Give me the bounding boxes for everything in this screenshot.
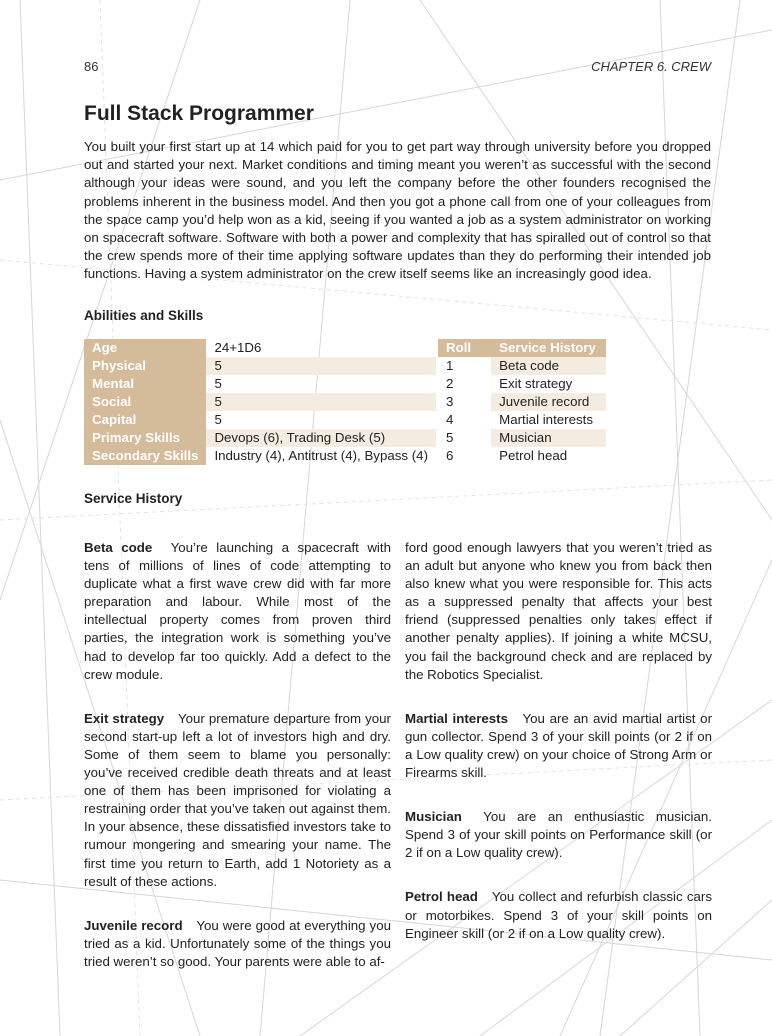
history-cell: Musician [491, 429, 606, 447]
ability-label: Physical [84, 357, 206, 375]
history-entry [405, 888, 712, 942]
entry-text: You collect and refurbish classic cars or motorbikes. Spend 3 of your skill points on Engineer skill (or 2 if on a Low quality crew). [405, 889, 712, 941]
entry-title: Juvenile record [84, 917, 183, 933]
table-header-row [438, 339, 606, 357]
ability-value: 5 [214, 376, 222, 391]
roll-cell: 4 [446, 412, 454, 427]
table-row [84, 411, 436, 429]
column-header-roll: Roll [438, 339, 491, 357]
ability-value: 5 [206, 393, 436, 411]
intro-paragraph: You built your first start up at 14 which paid for you to get part way through university before you dropped out and started your next. Market conditions and timing meant you weren’t as successful with the second although your ideas were sound, and you left the company before the other founders recognised the problems inherent in the business model. And then you got a phone call from one of your colleagues from the space camp you’d help won as a kid, seeing if you wanted a job as a system administrator on working on spacecraft software. Software with both a power and complexity that has spiralled out of control so that the crew spends more of their time applying software updates than they do performing their intended job functions. Having a system administrator on the crew itself seems like an increasingly good idea. [84, 139, 711, 282]
table-row [84, 447, 436, 465]
table-row [84, 375, 436, 393]
entry-text: You are an avid martial artist or gun collector. Spend 3 of your skill points (or 2 if on a Low quality crew) on your choice of Strong Arm or Firearms skill. [405, 710, 712, 781]
entry-text: You are an enthusiastic musician. Spend 3 of your skill points on Performance skill (or 2 if on a Low quality crew). [405, 809, 712, 861]
entry-text: You were good at everything you tried as a kid. Unfortunately some of the things you tried weren’t so good. Your parents were able to af- [84, 917, 391, 969]
ability-label: Age [84, 339, 206, 357]
roll-cell: 2 [446, 376, 454, 391]
table-row [438, 447, 606, 465]
page-title: Full Stack Programmer [84, 102, 314, 125]
table-row [438, 357, 606, 375]
ability-value: Industry (4), Antitrust (4), Bypass (4) [214, 448, 428, 463]
history-entry [405, 808, 712, 862]
right-column [405, 539, 712, 943]
history-cell: Petrol head [499, 448, 568, 463]
ability-label: Social [84, 393, 206, 411]
entry-title: Exit strategy [84, 710, 165, 726]
history-entry [84, 917, 391, 971]
roll-cell: 3 [446, 394, 454, 409]
column-header-history: Service History [491, 339, 606, 357]
history-entry [84, 710, 391, 891]
history-cell: Beta code [491, 357, 606, 375]
ability-value: 24+1D6 [214, 340, 262, 355]
abilities-heading: Abilities and Skills [84, 308, 204, 323]
table-row [438, 429, 606, 447]
roll-cell: 6 [446, 448, 454, 463]
history-cell: Exit strategy [499, 376, 573, 391]
history-cell: Juvenile record [491, 393, 606, 411]
ability-value: Devops (6), Trading Desk (5) [206, 429, 436, 447]
ability-label: Mental [84, 375, 206, 393]
history-entry [405, 710, 712, 782]
entry-title: Beta code [84, 540, 153, 555]
table-row [84, 393, 436, 411]
entry-text: You’re launching a spacecraft with tens of millions of lines of code attempting to duplicate what a first wave crew did with far more preparation and labour. While most of the intellectual property comes from proven third parties, the integration work is something you’ve had to develop far too quickly. Add a defect to the crew module. [84, 540, 391, 682]
entry-title: Martial interests [405, 710, 508, 726]
table-row [438, 411, 606, 429]
roll-cell: 1 [446, 358, 454, 373]
history-entry-continuation: ford good enough lawyers that you weren’t tried as an adult but anyone who knew you from back then also knew what you were responsible for. This acts as a suppressed penalty that affects your best friend (suppressed penalties only takes effect if another penalty applies). If joining a white MCSU, you fail the background check and are replaced by the Robotics Specialist. [405, 540, 712, 682]
entry-title: Musician [405, 809, 462, 825]
abilities-table [84, 339, 436, 465]
table-row [84, 339, 436, 357]
table-row [84, 357, 436, 375]
table-row [438, 393, 606, 411]
table-row [84, 429, 436, 447]
service-history-table [438, 339, 606, 465]
entry-title: Petrol head [405, 889, 478, 905]
ability-label: Capital [84, 411, 206, 429]
ability-value: 5 [214, 412, 222, 427]
page-number: 86 [84, 59, 99, 74]
ability-label: Primary Skills [84, 429, 206, 447]
service-history-heading: Service History [84, 491, 183, 506]
history-entry [84, 539, 391, 684]
roll-cell: 5 [446, 430, 454, 445]
history-cell: Martial interests [499, 412, 593, 427]
left-column [84, 539, 391, 971]
entry-text: Your premature departure from your second start-up left a lot of investors high and dry. Some of them seem to blame you personally: you’ve received credible death threats and at least one of them has been imprisoned for violating a restraining order that you’ve taken out against them. In your absence, these dissatisfied investors take to rumour mongering and smearing your name. The first time you return to Earth, add 1 Notoriety as a result of these actions. [84, 710, 391, 889]
ability-label: Secondary Skills [84, 447, 206, 465]
chapter-header: CHAPTER 6. CREW [591, 59, 711, 74]
table-row [438, 375, 606, 393]
ability-value: 5 [206, 357, 436, 375]
